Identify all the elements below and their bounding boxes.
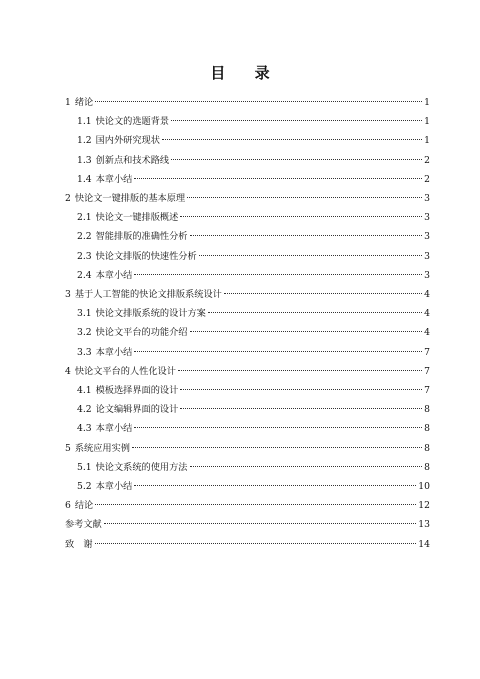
toc-entry-number: 4.2 (77, 404, 92, 416)
toc-entry-title: 创新点和技术路线 (95, 154, 170, 166)
toc-leader-dots (104, 523, 417, 524)
toc-entry-page: 3 (424, 212, 430, 224)
toc-entry[interactable] (77, 131, 430, 150)
toc-entry[interactable] (77, 112, 430, 131)
toc-entry-page: 7 (424, 385, 430, 396)
toc-entry-number: 4.3 (77, 423, 92, 435)
toc-entry-title: 本章小结 (95, 481, 133, 492)
toc-entry-number: 4 (65, 365, 71, 377)
toc-entry-title: 本章小结 (95, 173, 133, 185)
toc-entry[interactable] (77, 400, 430, 419)
toc-entry-number: 2.1 (77, 212, 92, 224)
toc-entry-number: 1.4 (77, 173, 92, 185)
toc-entry-title: 快论文的选题背景 (95, 116, 170, 128)
toc-entry-title: 基于人工智能的快论文排版系统设计 (74, 289, 222, 300)
toc-entry-title: 快论文平台的功能介绍 (95, 327, 188, 339)
toc-leader-dots (180, 389, 422, 390)
toc-entry-page: 8 (424, 442, 430, 454)
toc-entry-title: 参考文献 (65, 519, 102, 531)
toc-entry-page: 3 (424, 269, 430, 281)
toc-entry-page: 1 (424, 97, 430, 108)
toc-entry-page: 14 (418, 538, 430, 550)
toc-entry[interactable] (77, 323, 430, 342)
toc-entry-title: 模板选择界面的设计 (95, 385, 179, 396)
toc-entry-number: 3.3 (77, 346, 92, 358)
toc-entry[interactable] (65, 535, 430, 554)
toc-entry-number: 3.2 (77, 327, 92, 339)
toc-entry-page: 8 (424, 404, 430, 416)
toc-leader-dots (180, 216, 422, 217)
toc-entry-title: 快论文系统的使用方法 (95, 461, 188, 473)
toc-entry[interactable] (77, 227, 430, 246)
toc-entry-number: 3 (65, 289, 71, 300)
toc-entry-number: 1.2 (77, 135, 92, 147)
toc-leader-dots (162, 139, 422, 140)
toc-leader-dots (187, 197, 422, 198)
toc-entry-page: 12 (418, 500, 430, 512)
toc-entry-title: 快论文排版系统的设计方案 (95, 308, 206, 320)
toc-entry-title: 绪论 (74, 97, 94, 108)
toc-entry-page: 1 (424, 116, 430, 128)
toc-leader-dots (190, 331, 423, 332)
toc-entry[interactable] (65, 362, 430, 381)
toc-leader-dots (190, 235, 423, 236)
toc-leader-dots (199, 255, 422, 256)
toc-entry-title: 致 谢 (65, 538, 93, 550)
toc-entry[interactable] (77, 304, 430, 323)
toc-entry-title: 快论文一键排版概述 (95, 212, 179, 224)
toc-entry-number: 5.1 (77, 461, 92, 473)
toc-entry-page: 4 (424, 289, 430, 300)
toc-entry-number: 2.4 (77, 269, 92, 281)
toc-entry[interactable] (65, 285, 430, 304)
toc-entry-page: 2 (424, 173, 430, 185)
toc-entry[interactable] (65, 189, 430, 208)
toc-entry-title: 本章小结 (95, 423, 133, 435)
toc-leader-dots (95, 101, 422, 102)
toc-entry[interactable] (77, 381, 430, 400)
toc-leader-dots (224, 293, 422, 294)
toc-entry-number: 1.3 (77, 154, 92, 166)
toc-leader-dots (178, 370, 422, 371)
toc-leader-dots (134, 485, 416, 486)
toc-entry-page: 8 (424, 461, 430, 473)
toc-entry-number: 2.2 (77, 231, 92, 243)
toc-entry[interactable] (77, 458, 430, 477)
toc-entry-number: 6 (65, 500, 71, 512)
toc-leader-dots (95, 504, 416, 505)
toc-entry[interactable] (65, 93, 430, 112)
toc-entry-number: 2 (65, 193, 71, 204)
toc-entry[interactable] (65, 439, 430, 458)
toc-entry-page: 3 (424, 250, 430, 262)
toc-leader-dots (134, 427, 422, 428)
toc-entry[interactable] (77, 151, 430, 170)
toc-entry[interactable] (65, 496, 430, 515)
toc-leader-dots (180, 408, 422, 409)
toc-leader-dots (95, 543, 417, 544)
toc-entry[interactable] (65, 515, 430, 534)
toc-title: 目 录 (210, 64, 282, 82)
toc-leader-dots (134, 274, 422, 275)
toc-entry-page: 7 (424, 346, 430, 358)
toc-entry-page: 8 (424, 423, 430, 435)
toc-entry-number: 1.1 (77, 116, 92, 128)
toc-entry[interactable] (77, 208, 430, 227)
toc-entry[interactable] (77, 419, 430, 438)
toc-entry-title: 快论文一键排版的基本原理 (74, 193, 186, 204)
toc-entry[interactable] (77, 247, 430, 266)
toc-entry-title: 本章小结 (95, 346, 133, 358)
toc-leader-dots (134, 351, 422, 352)
toc-entry[interactable] (77, 170, 430, 189)
toc-entry-page: 1 (424, 135, 430, 147)
toc-entry-page: 4 (424, 308, 430, 320)
toc-entry-title: 系统应用实例 (74, 442, 130, 454)
toc-entry-page: 4 (424, 327, 430, 339)
toc-entry-number: 5.2 (77, 481, 92, 492)
toc-entry-title: 本章小结 (95, 269, 133, 281)
toc-entry-page: 3 (424, 231, 430, 243)
toc-entry-page: 13 (418, 519, 430, 531)
toc-entry-number: 1 (65, 97, 71, 108)
toc-entry-page: 10 (418, 481, 430, 492)
toc-entry-page: 7 (424, 365, 430, 377)
toc-leader-dots (132, 447, 422, 448)
toc-entry[interactable] (77, 343, 430, 362)
toc-entry-number: 2.3 (77, 250, 92, 262)
toc-leader-dots (208, 312, 422, 313)
toc-entry-number: 3.1 (77, 308, 92, 320)
toc-entry-title: 智能排版的准确性分析 (95, 231, 188, 243)
toc-entry-title: 论文编辑界面的设计 (95, 404, 179, 416)
toc-leader-dots (190, 466, 423, 467)
toc-leader-dots (171, 120, 422, 121)
toc-entry-title: 快论文排版的快速性分析 (95, 250, 197, 262)
toc-entry-title: 国内外研究现状 (95, 135, 160, 147)
toc-leader-dots (171, 159, 422, 160)
toc-entry-page: 3 (424, 193, 430, 204)
toc-entry-number: 5 (65, 442, 71, 454)
toc-leader-dots (134, 178, 422, 179)
toc-entry-page: 2 (424, 154, 430, 166)
toc-entry[interactable] (77, 477, 430, 496)
toc-entry-number: 4.1 (77, 385, 92, 396)
toc-entry[interactable] (77, 266, 430, 285)
toc-entry-title: 快论文平台的人性化设计 (74, 365, 176, 377)
toc-entry-title: 结论 (74, 500, 94, 512)
